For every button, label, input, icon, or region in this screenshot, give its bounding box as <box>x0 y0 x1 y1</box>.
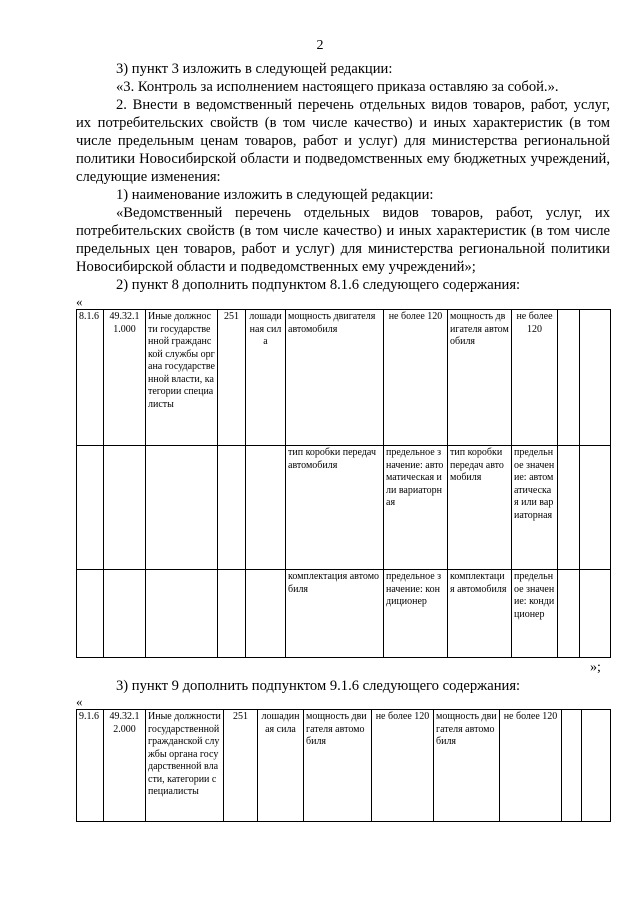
table-cell: комплектация автомобиля <box>448 570 512 658</box>
body-text-top <box>76 60 610 294</box>
table-cell <box>104 570 146 658</box>
table-cell: не более 120 <box>500 710 562 822</box>
table-cell <box>558 310 580 446</box>
page-number: 2 <box>316 38 324 53</box>
paragraph-quote-title: «Ведомственный перечень отдельных видов товаров, работ, услуг, их потребительских свойств (в том числе качество) и иных характеристик (в том числе предельных цен товаров, работ и услуг) для министерства региональной политики Новосибирской области и подведомственных ему учреждений»; <box>76 205 610 275</box>
table-cell: 49.32.11.000 <box>104 310 146 446</box>
table-cell: тип коробки передач автомобиля <box>448 446 512 570</box>
table-row <box>77 310 611 446</box>
table-cell <box>246 570 286 658</box>
table-cell: не более 120 <box>372 710 434 822</box>
table-cell: комплектация автомобиля <box>286 570 384 658</box>
table-cell <box>146 570 218 658</box>
table-cell: мощность двигателя автомобиля <box>434 710 500 822</box>
table-cell <box>146 446 218 570</box>
table-cell: тип коробки передач автомобиля <box>286 446 384 570</box>
table-cell: мощность двигателя автомобиля <box>304 710 372 822</box>
table-cell: Иные должности государственной гражданской службы органа государственной власти, категории специалисты <box>146 310 218 446</box>
table-row <box>77 710 611 822</box>
table-cell <box>580 310 611 446</box>
quote-close-1: »; <box>590 660 601 675</box>
table-row <box>77 446 611 570</box>
table-row <box>77 570 611 658</box>
table-cell <box>582 710 611 822</box>
table-cell: предельное значение: кондиционер <box>512 570 558 658</box>
table-cell: 49.32.12.000 <box>104 710 146 822</box>
paragraph-item-2: 2) пункт 8 дополнить подпунктом 8.1.6 следующего содержания: <box>116 277 521 293</box>
table-cell: мощность двигателя автомобиля <box>286 310 384 446</box>
paragraph-item-3-second: 3) пункт 9 дополнить подпунктом 9.1.6 следующего содержания: <box>116 678 521 694</box>
quote-open-1: « <box>76 294 83 309</box>
table-cell <box>77 570 104 658</box>
table-cell: не более 120 <box>384 310 448 446</box>
table-cell <box>218 570 246 658</box>
table-cell: 251 <box>218 310 246 446</box>
table-cell <box>580 446 611 570</box>
table-cell: мощность двигателя автомобиля <box>448 310 512 446</box>
table-cell: 9.1.6 <box>77 710 104 822</box>
paragraph-item-3: 3) пункт 3 изложить в следующей редакции: <box>116 61 393 77</box>
table-cell <box>218 446 246 570</box>
table-cell: 251 <box>224 710 258 822</box>
table-cell: предельное значение: автоматическая или вариаторная <box>512 446 558 570</box>
quote-open-2: « <box>76 694 83 709</box>
table-cell <box>558 446 580 570</box>
table-cell: не более 120 <box>512 310 558 446</box>
table-cell <box>558 570 580 658</box>
table-cell <box>77 446 104 570</box>
table-8-1-6 <box>76 309 611 658</box>
table-cell <box>104 446 146 570</box>
table-cell: лошадиная сила <box>246 310 286 446</box>
table-cell <box>562 710 582 822</box>
body-text-bottom <box>76 677 610 695</box>
table-cell: 8.1.6 <box>77 310 104 446</box>
table-cell <box>580 570 611 658</box>
paragraph-item-1: 1) наименование изложить в следующей редакции: <box>116 187 434 203</box>
table-9-1-6 <box>76 709 611 822</box>
paragraph-quote-control: «3. Контроль за исполнением настоящего приказа оставляю за собой.». <box>116 79 559 95</box>
table-cell: предельное значение: кондиционер <box>384 570 448 658</box>
table-cell: лошадиная сила <box>258 710 304 822</box>
table-cell: предельное значение: автоматическая или вариаторная <box>384 446 448 570</box>
table-cell <box>246 446 286 570</box>
paragraph-section-2: 2. Внести в ведомственный перечень отдельных видов товаров, работ, услуг, их потребительских свойств (в том числе качество) и иных характеристик (в том числе предельным ценам товаров, работ и услуг) для министерства региональной политики Новосибирской области и подведомственных ему бюджетных учреждений, следующие изменения: <box>76 97 610 185</box>
table-cell: Иные должности государственной гражданской службы органа государственной власти, категории специалисты <box>146 710 224 822</box>
